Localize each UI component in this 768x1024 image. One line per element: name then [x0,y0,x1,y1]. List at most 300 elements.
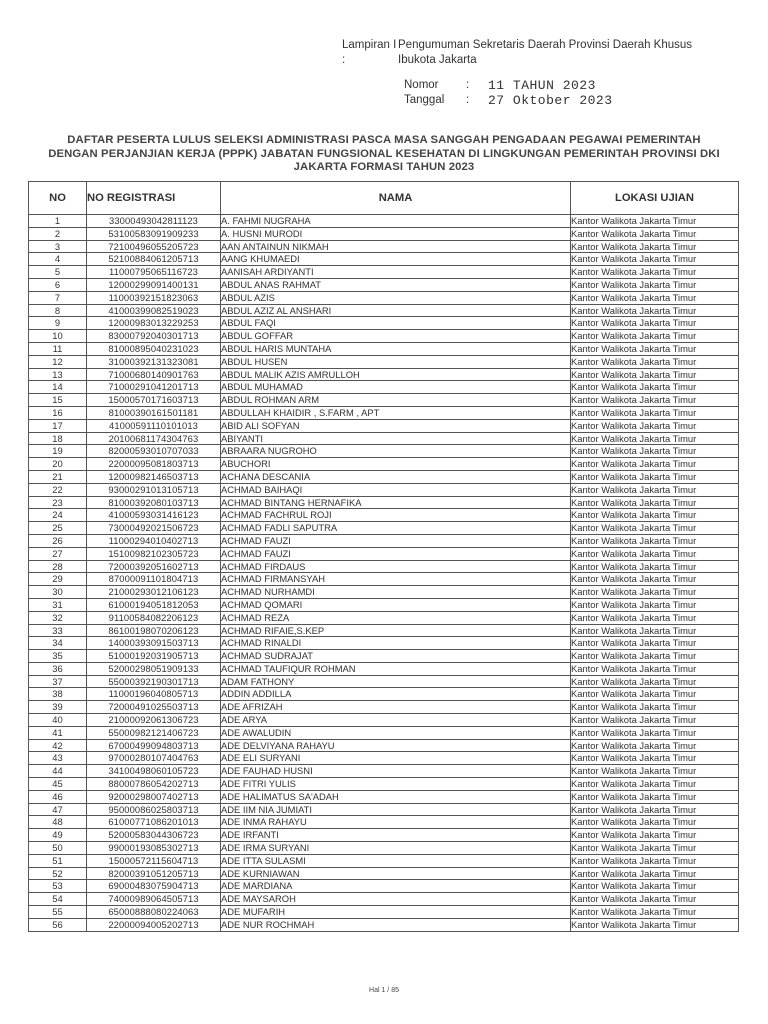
attachment-text-line2: Ibukota Jakarta [398,54,477,66]
cell-no: 17 [29,419,87,432]
table-row [29,419,739,432]
cell-lokasi: Kantor Walikota Jakarta Timur [571,867,739,880]
cell-lokasi: Kantor Walikota Jakarta Timur [571,829,739,842]
attachment-label: Lampiran I : [342,39,397,66]
table-row [29,317,739,330]
attachment-text-line1: Pengumuman Sekretaris Daerah Provinsi Daerah Khusus [398,39,693,51]
cell-nama: ACHMAD FIRMANSYAH [221,573,571,586]
table-row [29,726,739,739]
cell-no: 28 [29,560,87,573]
cell-nama: ADE IIM NIA JUMIATI [221,803,571,816]
document-title [0,134,768,175]
cell-lokasi: Kantor Walikota Jakarta Timur [571,458,739,471]
cell-lokasi: Kantor Walikota Jakarta Timur [571,534,739,547]
table-row [29,803,739,816]
table-row [29,253,739,266]
cell-nama: ADE ELI SURYANI [221,752,571,765]
table-row [29,215,739,228]
cell-lokasi: Kantor Walikota Jakarta Timur [571,227,739,240]
table-row [29,637,739,650]
table-row [29,394,739,407]
cell-no: 30 [29,586,87,599]
table-row [29,496,739,509]
cell-lokasi: Kantor Walikota Jakarta Timur [571,662,739,675]
table-row [29,650,739,663]
cell-no: 31 [29,598,87,611]
cell-no: 1 [29,215,87,228]
title-line2: DENGAN PERJANJIAN KERJA (PPPK) JABATAN FUNGSIONAL KESEHATAN DI LINGKUNGAN PEMERINTAH PROVINSI DKI [48,147,720,160]
cell-nama: ABDUL AZIS [221,291,571,304]
table-row [29,918,739,931]
cell-no: 3 [29,240,87,253]
cell-nama: ADDIN ADDILLA [221,688,571,701]
cell-registrasi: 99000193085302713 [87,842,221,855]
cell-registrasi: 71000680140901763 [87,368,221,381]
table-row [29,842,739,855]
cell-registrasi: 81000392080103713 [87,496,221,509]
cell-registrasi: 73000492021506723 [87,522,221,535]
cell-nama: ADE MAYSAROH [221,893,571,906]
cell-registrasi: 51000192031905713 [87,650,221,663]
cell-registrasi: 74000989064505713 [87,893,221,906]
cell-no: 22 [29,483,87,496]
cell-lokasi: Kantor Walikota Jakarta Timur [571,317,739,330]
cell-nama: ABDUL MUHAMAD [221,381,571,394]
cell-registrasi: 22000094005202713 [87,918,221,931]
cell-nama: ABDUL ANAS RAHMAT [221,278,571,291]
tanggal-value: 27 Oktober 2023 [488,93,613,108]
cell-lokasi: Kantor Walikota Jakarta Timur [571,253,739,266]
table-row [29,867,739,880]
column-header-no: NO [29,182,87,215]
table-row [29,778,739,791]
cell-lokasi: Kantor Walikota Jakarta Timur [571,918,739,931]
cell-lokasi: Kantor Walikota Jakarta Timur [571,291,739,304]
cell-no: 54 [29,893,87,906]
cell-lokasi: Kantor Walikota Jakarta Timur [571,381,739,394]
cell-no: 56 [29,918,87,931]
table-row [29,522,739,535]
table-row [29,560,739,573]
cell-registrasi: 82000593010707033 [87,445,221,458]
table-row [29,266,739,279]
cell-no: 13 [29,368,87,381]
table-row [29,854,739,867]
table-row [29,406,739,419]
cell-registrasi: 33000493042811123 [87,215,221,228]
cell-nama: ABUCHORI [221,458,571,471]
cell-registrasi: 34100498060105723 [87,765,221,778]
table-row [29,330,739,343]
cell-no: 38 [29,688,87,701]
cell-no: 27 [29,547,87,560]
cell-registrasi: 71000291041201713 [87,381,221,394]
cell-nama: ACHMAD FAUZI [221,547,571,560]
table-row [29,598,739,611]
cell-registrasi: 11000392151823063 [87,291,221,304]
table-row [29,893,739,906]
cell-nama: ACHMAD FADLI SAPUTRA [221,522,571,535]
cell-lokasi: Kantor Walikota Jakarta Timur [571,496,739,509]
cell-registrasi: 61000194051812053 [87,598,221,611]
cell-registrasi: 12000983013229253 [87,317,221,330]
cell-registrasi: 21000293012106123 [87,586,221,599]
table-row [29,790,739,803]
nomor-colon: : [466,79,470,91]
cell-nama: ADE NUR ROCHMAH [221,918,571,931]
cell-lokasi: Kantor Walikota Jakarta Timur [571,394,739,407]
tanggal-colon: : [466,94,470,106]
cell-no: 15 [29,394,87,407]
cell-registrasi: 15000572115604713 [87,854,221,867]
table-row [29,752,739,765]
cell-registrasi: 61000771086201013 [87,816,221,829]
cell-lokasi: Kantor Walikota Jakarta Timur [571,573,739,586]
table-row [29,342,739,355]
cell-nama: ABDULLAH KHAIDIR , S.FARM , APT [221,406,571,419]
cell-no: 16 [29,406,87,419]
cell-no: 40 [29,714,87,727]
title-line1: DAFTAR PESERTA LULUS SELEKSI ADMINISTRASI PASCA MASA SANGGAH PENGADAAN PEGAWAI PEMERINTAH [67,134,701,146]
cell-no: 9 [29,317,87,330]
cell-lokasi: Kantor Walikota Jakarta Timur [571,650,739,663]
cell-nama: ADE INMA RAHAYU [221,816,571,829]
cell-lokasi: Kantor Walikota Jakarta Timur [571,547,739,560]
cell-nama: ACHMAD BAIHAQI [221,483,571,496]
cell-nama: ACHMAD RIFAIE,S.KEP [221,624,571,637]
cell-registrasi: 53100583091909233 [87,227,221,240]
cell-nama: ACHMAD FIRDAUS [221,560,571,573]
cell-registrasi: 97000280107404763 [87,752,221,765]
cell-no: 44 [29,765,87,778]
column-header-registrasi: NO REGISTRASI [87,182,221,215]
table-row [29,534,739,547]
table-row [29,483,739,496]
cell-nama: AAN ANTAINUN NIKMAH [221,240,571,253]
cell-lokasi: Kantor Walikota Jakarta Timur [571,355,739,368]
cell-lokasi: Kantor Walikota Jakarta Timur [571,739,739,752]
cell-lokasi: Kantor Walikota Jakarta Timur [571,278,739,291]
cell-nama: ADE IRFANTI [221,829,571,842]
cell-no: 7 [29,291,87,304]
cell-no: 37 [29,675,87,688]
cell-lokasi: Kantor Walikota Jakarta Timur [571,752,739,765]
cell-no: 46 [29,790,87,803]
nomor-label: Nomor [404,79,439,91]
cell-nama: ADE FITRI YULIS [221,778,571,791]
cell-no: 14 [29,381,87,394]
cell-no: 20 [29,458,87,471]
cell-registrasi: 41000591110101013 [87,419,221,432]
cell-registrasi: 14000393091503713 [87,637,221,650]
cell-lokasi: Kantor Walikota Jakarta Timur [571,483,739,496]
cell-nama: ACHMAD BINTANG HERNAFIKA [221,496,571,509]
table-row [29,714,739,727]
cell-lokasi: Kantor Walikota Jakarta Timur [571,778,739,791]
cell-lokasi: Kantor Walikota Jakarta Timur [571,470,739,483]
cell-registrasi: 15000570171603713 [87,394,221,407]
cell-no: 36 [29,662,87,675]
cell-registrasi: 55000392190301713 [87,675,221,688]
cell-nama: A. FAHMI NUGRAHA [221,215,571,228]
cell-lokasi: Kantor Walikota Jakarta Timur [571,790,739,803]
cell-lokasi: Kantor Walikota Jakarta Timur [571,419,739,432]
table-row [29,688,739,701]
cell-lokasi: Kantor Walikota Jakarta Timur [571,266,739,279]
cell-nama: ADE DELVIYANA RAHAYU [221,739,571,752]
cell-lokasi: Kantor Walikota Jakarta Timur [571,368,739,381]
cell-registrasi: 95000086025803713 [87,803,221,816]
table-row [29,458,739,471]
cell-lokasi: Kantor Walikota Jakarta Timur [571,688,739,701]
cell-no: 48 [29,816,87,829]
cell-no: 24 [29,509,87,522]
cell-nama: ABDUL FAQI [221,317,571,330]
cell-registrasi: 12000982146503713 [87,470,221,483]
table-row [29,880,739,893]
cell-nama: ADAM FATHONY [221,675,571,688]
cell-no: 11 [29,342,87,355]
cell-lokasi: Kantor Walikota Jakarta Timur [571,304,739,317]
cell-lokasi: Kantor Walikota Jakarta Timur [571,714,739,727]
cell-registrasi: 88000786054202713 [87,778,221,791]
cell-registrasi: 65000888080224063 [87,906,221,919]
cell-lokasi: Kantor Walikota Jakarta Timur [571,432,739,445]
cell-nama: ADE MARDIANA [221,880,571,893]
cell-no: 55 [29,906,87,919]
cell-nama: ADE IRMA SURYANI [221,842,571,855]
cell-no: 43 [29,752,87,765]
table-row [29,662,739,675]
cell-lokasi: Kantor Walikota Jakarta Timur [571,624,739,637]
cell-registrasi: 12000299091400131 [87,278,221,291]
table-row [29,701,739,714]
cell-registrasi: 52100884061205713 [87,253,221,266]
nomor-value: 11 TAHUN 2023 [488,78,596,93]
cell-registrasi: 11000294010402713 [87,534,221,547]
cell-lokasi: Kantor Walikota Jakarta Timur [571,816,739,829]
cell-nama: ABDUL MALIK AZIS AMRULLOH [221,368,571,381]
table-row [29,586,739,599]
cell-lokasi: Kantor Walikota Jakarta Timur [571,637,739,650]
table-row [29,675,739,688]
cell-no: 2 [29,227,87,240]
column-header-lokasi: LOKASI UJIAN [571,182,739,215]
cell-nama: ADE ARYA [221,714,571,727]
cell-lokasi: Kantor Walikota Jakarta Timur [571,675,739,688]
cell-lokasi: Kantor Walikota Jakarta Timur [571,240,739,253]
cell-nama: ADE AFRIZAH [221,701,571,714]
cell-no: 52 [29,867,87,880]
cell-nama: ABDUL HARIS MUNTAHA [221,342,571,355]
table-row [29,240,739,253]
cell-lokasi: Kantor Walikota Jakarta Timur [571,560,739,573]
cell-registrasi: 72100496055205723 [87,240,221,253]
cell-no: 32 [29,611,87,624]
cell-registrasi: 52000583044306723 [87,829,221,842]
title-line3: JAKARTA FORMASI TAHUN 2023 [293,161,475,173]
cell-nama: ACHMAD QOMARI [221,598,571,611]
cell-registrasi: 22000095081803713 [87,458,221,471]
cell-no: 47 [29,803,87,816]
cell-registrasi: 81000895040231023 [87,342,221,355]
cell-lokasi: Kantor Walikota Jakarta Timur [571,330,739,343]
cell-no: 23 [29,496,87,509]
cell-nama: ABIYANTI [221,432,571,445]
cell-no: 6 [29,278,87,291]
cell-nama: ACHMAD FAUZI [221,534,571,547]
cell-nama: ACHMAD FACHRUL ROJI [221,509,571,522]
cell-registrasi: 93000291013105713 [87,483,221,496]
column-header-nama: NAMA [221,182,571,215]
table-row [29,381,739,394]
cell-registrasi: 41000399082519023 [87,304,221,317]
cell-nama: ADE HALIMATUS SA'ADAH [221,790,571,803]
cell-nama: ABDUL GOFFAR [221,330,571,343]
cell-nama: ADE KURNIAWAN [221,867,571,880]
cell-registrasi: 52000298051909133 [87,662,221,675]
cell-lokasi: Kantor Walikota Jakarta Timur [571,611,739,624]
table-row [29,355,739,368]
cell-lokasi: Kantor Walikota Jakarta Timur [571,765,739,778]
cell-nama: ADE ITTA SULASMI [221,854,571,867]
table-row [29,829,739,842]
cell-no: 21 [29,470,87,483]
table-row [29,739,739,752]
cell-nama: ADE AWALUDIN [221,726,571,739]
cell-no: 33 [29,624,87,637]
cell-nama: ABRAARA NUGROHO [221,445,571,458]
cell-nama: ACHMAD RINALDI [221,637,571,650]
cell-nama: ADE FAUHAD HUSNI [221,765,571,778]
cell-no: 53 [29,880,87,893]
cell-lokasi: Kantor Walikota Jakarta Timur [571,842,739,855]
cell-no: 18 [29,432,87,445]
cell-lokasi: Kantor Walikota Jakarta Timur [571,726,739,739]
table-row [29,573,739,586]
cell-registrasi: 15100982102305723 [87,547,221,560]
cell-nama: A. HUSNI MURODI [221,227,571,240]
table-header-row [29,182,739,215]
cell-no: 51 [29,854,87,867]
cell-no: 35 [29,650,87,663]
cell-lokasi: Kantor Walikota Jakarta Timur [571,906,739,919]
table-row [29,816,739,829]
cell-registrasi: 11000196040805713 [87,688,221,701]
cell-no: 49 [29,829,87,842]
page-number: Hal 1 / 85 [369,987,399,994]
cell-nama: ACHMAD SUDRAJAT [221,650,571,663]
cell-registrasi: 92000298007402713 [87,790,221,803]
cell-nama: ABDUL ROHMAN ARM [221,394,571,407]
tanggal-label: Tanggal [404,94,445,106]
cell-no: 25 [29,522,87,535]
cell-nama: ABDUL HUSEN [221,355,571,368]
cell-nama: ADE MUFARIH [221,906,571,919]
cell-nama: ACHMAD NURHAMDI [221,586,571,599]
table-body [29,215,739,932]
cell-registrasi: 81000390161501181 [87,406,221,419]
cell-lokasi: Kantor Walikota Jakarta Timur [571,880,739,893]
cell-nama: ACHMAD REZA [221,611,571,624]
cell-lokasi: Kantor Walikota Jakarta Timur [571,893,739,906]
cell-lokasi: Kantor Walikota Jakarta Timur [571,445,739,458]
cell-registrasi: 69000483075904713 [87,880,221,893]
cell-lokasi: Kantor Walikota Jakarta Timur [571,854,739,867]
cell-registrasi: 91100584082206123 [87,611,221,624]
cell-registrasi: 41000593031416123 [87,509,221,522]
cell-registrasi: 83000792040301713 [87,330,221,343]
cell-lokasi: Kantor Walikota Jakarta Timur [571,598,739,611]
cell-registrasi: 55000982121406723 [87,726,221,739]
cell-no: 12 [29,355,87,368]
cell-registrasi: 72000491025503713 [87,701,221,714]
cell-nama: ABDUL AZIZ AL ANSHARI [221,304,571,317]
table-row [29,291,739,304]
cell-lokasi: Kantor Walikota Jakarta Timur [571,803,739,816]
cell-registrasi: 72000392051602713 [87,560,221,573]
table-row [29,445,739,458]
cell-no: 41 [29,726,87,739]
cell-registrasi: 86100198070206123 [87,624,221,637]
cell-no: 10 [29,330,87,343]
cell-lokasi: Kantor Walikota Jakarta Timur [571,509,739,522]
cell-registrasi: 20100681174304763 [87,432,221,445]
cell-no: 39 [29,701,87,714]
table-row [29,611,739,624]
cell-no: 29 [29,573,87,586]
cell-lokasi: Kantor Walikota Jakarta Timur [571,215,739,228]
cell-lokasi: Kantor Walikota Jakarta Timur [571,406,739,419]
cell-nama: AANG KHUMAEDI [221,253,571,266]
cell-no: 45 [29,778,87,791]
participant-table [28,181,739,932]
cell-lokasi: Kantor Walikota Jakarta Timur [571,342,739,355]
table-row [29,509,739,522]
table-row [29,368,739,381]
table-row [29,906,739,919]
cell-no: 19 [29,445,87,458]
cell-registrasi: 21000092061306723 [87,714,221,727]
table-row [29,547,739,560]
cell-nama: ACHMAD TAUFIQUR ROHMAN [221,662,571,675]
cell-nama: AANISAH ARDIYANTI [221,266,571,279]
cell-lokasi: Kantor Walikota Jakarta Timur [571,701,739,714]
cell-no: 34 [29,637,87,650]
cell-nama: ABID ALI SOFYAN [221,419,571,432]
cell-no: 42 [29,739,87,752]
cell-registrasi: 82000391051205713 [87,867,221,880]
attachment-header [342,38,692,108]
cell-registrasi: 67000499094803713 [87,739,221,752]
cell-no: 26 [29,534,87,547]
table-row [29,470,739,483]
cell-nama: ACHANA DESCANIA [221,470,571,483]
table-row [29,278,739,291]
table-row [29,227,739,240]
cell-no: 4 [29,253,87,266]
cell-no: 5 [29,266,87,279]
cell-lokasi: Kantor Walikota Jakarta Timur [571,522,739,535]
cell-registrasi: 31000392131323081 [87,355,221,368]
cell-registrasi: 87000091101804713 [87,573,221,586]
cell-lokasi: Kantor Walikota Jakarta Timur [571,586,739,599]
table-row [29,304,739,317]
table-row [29,432,739,445]
cell-no: 50 [29,842,87,855]
cell-no: 8 [29,304,87,317]
table-row [29,624,739,637]
